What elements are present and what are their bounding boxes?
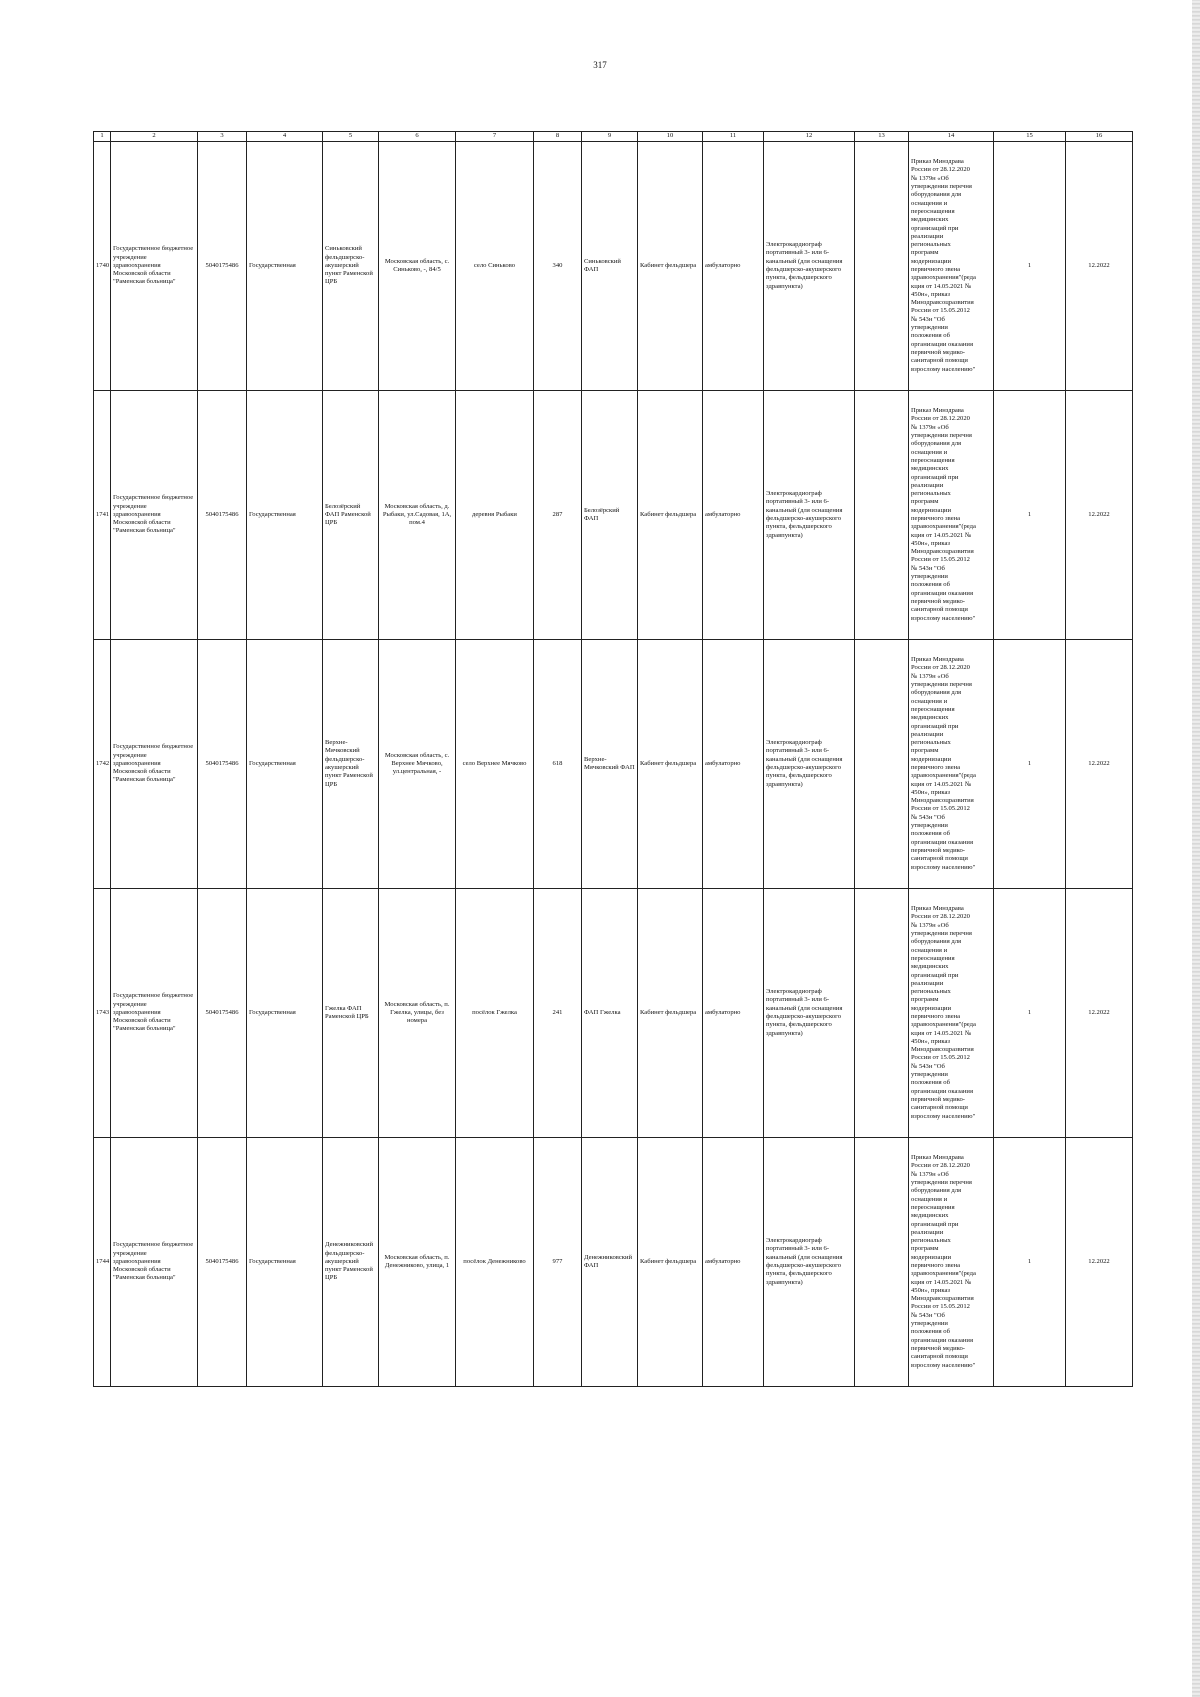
legal-basis-line: взрослому населению": [911, 1112, 976, 1120]
legal-basis-line: организации оказания: [911, 589, 973, 597]
legal-basis-line: оснащения и: [911, 946, 948, 954]
organization-cell: Государственное бюджетное учреждение здравоохранения Московской области "Раменская больница": [111, 640, 198, 889]
population-cell: 241: [534, 889, 582, 1138]
legal-basis-line: программ: [911, 747, 939, 755]
equipment-cell: Электрокардиограф портативный 3- или 6-канальный (для оснащения фельдшерско-акушерского пункта, фельдшерского здравпункта): [764, 1138, 855, 1387]
legal-basis-line: первичной медико-: [911, 597, 965, 605]
table-row: [94, 391, 1133, 640]
row-number-cell: 1741: [94, 391, 111, 640]
empty-cell: [855, 391, 909, 640]
legal-basis-line: оборудования для: [911, 938, 962, 946]
empty-cell: [855, 889, 909, 1138]
legal-basis-line: программ: [911, 1245, 939, 1253]
legal-basis-line: организации оказания: [911, 340, 973, 348]
legal-basis-line: реализации: [911, 481, 944, 489]
legal-basis-line: Приказ Минздрава: [911, 158, 964, 166]
column-header: 14: [909, 132, 994, 142]
column-header: 3: [198, 132, 247, 142]
column-header: 4: [247, 132, 323, 142]
legal-basis-line: утверждении перечня: [911, 432, 972, 440]
legal-basis-line: утверждении перечня: [911, 930, 972, 938]
legal-basis-line: утверждении перечня: [911, 183, 972, 191]
legal-basis-line: России от 28.12.2020: [911, 1162, 970, 1170]
legal-basis-line: медицинских: [911, 963, 949, 971]
inn-cell: 5040175486: [198, 889, 247, 1138]
equipment-registry-table: [93, 131, 1133, 1387]
legal-basis-line: утверждении перечня: [911, 1179, 972, 1187]
legal-basis-line: модернизации: [911, 755, 952, 763]
legal-basis-line: взрослому населению": [911, 1361, 976, 1369]
legal-basis-line: переоснащения: [911, 207, 955, 215]
address-cell: Московская область, п. Денежниково, улица, 1: [379, 1138, 456, 1387]
legal-basis-line: России от 15.05.2012: [911, 307, 970, 315]
equipment-cell: Электрокардиограф портативный 3- или 6-канальный (для оснащения фельдшерско-акушерского пункта, фельдшерского здравпункта): [764, 889, 855, 1138]
legal-basis-line: региональных: [911, 241, 951, 249]
legal-basis-line: Приказ Минздрава: [911, 656, 964, 664]
legal-basis-line: России от 28.12.2020: [911, 913, 970, 921]
legal-basis-line: Минздравсоцразвития: [911, 1046, 974, 1054]
fap-name-cell: Синьковский ФАП: [582, 142, 638, 391]
inn-cell: 5040175486: [198, 640, 247, 889]
legal-basis-line: организации оказания: [911, 1336, 973, 1344]
quantity-cell: 1: [994, 640, 1066, 889]
legal-basis-line: первичного звена: [911, 764, 961, 771]
legal-basis-line: реализации: [911, 979, 944, 987]
legal-basis-line: первичного звена: [911, 515, 961, 522]
legal-basis-line: утверждении: [911, 822, 948, 830]
legal-basis-line: № 1379н «Об: [911, 174, 949, 182]
legal-basis-line: России от 15.05.2012: [911, 1054, 970, 1062]
legal-basis-line: медицинских: [911, 216, 949, 224]
population-cell: 977: [534, 1138, 582, 1387]
cabinet-cell: Кабинет фельдшера: [638, 391, 703, 640]
cabinet-cell: Кабинет фельдшера: [638, 142, 703, 391]
settlement-cell: посёлок Денежниково: [456, 1138, 534, 1387]
legal-basis-line: положения об: [911, 332, 950, 340]
legal-basis-line: утверждении: [911, 573, 948, 581]
quantity-cell: 1: [994, 1138, 1066, 1387]
date-cell: 12.2022: [1066, 142, 1133, 391]
legal-basis-line: санитарной помощи: [911, 1104, 968, 1112]
legal-basis-cell: [909, 391, 994, 640]
scan-edge: [1192, 0, 1200, 1697]
legal-basis-line: Минздравсоцразвития: [911, 797, 974, 805]
row-number-cell: 1744: [94, 1138, 111, 1387]
legal-basis-line: первичного звена: [911, 1013, 961, 1020]
legal-basis-line: медицинских: [911, 465, 949, 473]
legal-basis-line: первичной медико-: [911, 846, 965, 854]
column-numbers-row: [94, 132, 1133, 142]
table-row: [94, 640, 1133, 889]
column-header: 1: [94, 132, 111, 142]
legal-basis-line: утверждении: [911, 324, 948, 332]
empty-cell: [855, 142, 909, 391]
legal-basis-line: № 543н "Об: [911, 564, 945, 572]
legal-basis-line: России от 15.05.2012: [911, 556, 970, 564]
date-cell: 12.2022: [1066, 640, 1133, 889]
legal-basis-line: первичной медико-: [911, 348, 965, 356]
ownership-cell: Государственная: [247, 142, 323, 391]
legal-basis-line: модернизации: [911, 257, 952, 265]
legal-basis-line: здравоохранения"(реда: [911, 772, 976, 780]
legal-basis-line: Приказ Минздрава: [911, 407, 964, 415]
legal-basis-line: здравоохранения"(реда: [911, 523, 976, 531]
legal-basis-line: кция от 14.05.2021 №: [911, 282, 972, 290]
legal-basis-line: переоснащения: [911, 705, 955, 713]
legal-basis-line: первичного звена: [911, 1262, 961, 1269]
legal-basis-line: региональных: [911, 1237, 951, 1245]
legal-basis-line: России от 28.12.2020: [911, 664, 970, 672]
legal-basis-line: модернизации: [911, 1253, 952, 1261]
structural-unit-cell: Гжелка ФАП Раменской ЦРБ: [323, 889, 379, 1138]
legal-basis-line: оснащения и: [911, 1195, 948, 1203]
legal-basis-line: 450н», приказ: [911, 788, 951, 796]
column-header: 8: [534, 132, 582, 142]
equipment-cell: Электрокардиограф портативный 3- или 6-канальный (для оснащения фельдшерско-акушерского пункта, фельдшерского здравпункта): [764, 142, 855, 391]
legal-basis-line: России от 15.05.2012: [911, 1303, 970, 1311]
legal-basis-line: № 543н "Об: [911, 1062, 945, 1070]
legal-basis-line: здравоохранения"(реда: [911, 274, 976, 282]
care-type-cell: амбулаторно: [703, 889, 764, 1138]
cabinet-cell: Кабинет фельдшера: [638, 640, 703, 889]
legal-basis-line: реализации: [911, 1228, 944, 1236]
quantity-cell: 1: [994, 142, 1066, 391]
legal-basis-line: взрослому населению": [911, 863, 976, 871]
legal-basis-line: положения об: [911, 1328, 950, 1336]
date-cell: 12.2022: [1066, 889, 1133, 1138]
quantity-cell: 1: [994, 889, 1066, 1138]
legal-basis-line: оснащения и: [911, 199, 948, 207]
address-cell: Московская область, д. Рыбаки, ул.Садовая, 1А, пом.4: [379, 391, 456, 640]
legal-basis-line: организаций при: [911, 722, 959, 730]
table-row: [94, 889, 1133, 1138]
legal-basis-line: программ: [911, 249, 939, 257]
legal-basis-line: здравоохранения"(реда: [911, 1270, 976, 1278]
legal-basis-line: положения об: [911, 830, 950, 838]
structural-unit-cell: Верхне-Мячковский фельдшерско-акушерский пункт Раменской ЦРБ: [323, 640, 379, 889]
legal-basis-line: региональных: [911, 739, 951, 747]
fap-name-cell: Денежниковский ФАП: [582, 1138, 638, 1387]
legal-basis-line: России от 28.12.2020: [911, 415, 970, 423]
legal-basis-line: взрослому населению": [911, 614, 976, 622]
column-header: 6: [379, 132, 456, 142]
legal-basis-line: положения об: [911, 1079, 950, 1087]
legal-basis-line: 450н», приказ: [911, 290, 951, 298]
legal-basis-line: переоснащения: [911, 1203, 955, 1211]
legal-basis-line: организаций при: [911, 224, 959, 232]
population-cell: 340: [534, 142, 582, 391]
column-header: 11: [703, 132, 764, 142]
column-header: 16: [1066, 132, 1133, 142]
settlement-cell: посёлок Гжелка: [456, 889, 534, 1138]
column-header: 10: [638, 132, 703, 142]
care-type-cell: амбулаторно: [703, 391, 764, 640]
settlement-cell: деревня Рыбаки: [456, 391, 534, 640]
row-number-cell: 1740: [94, 142, 111, 391]
legal-basis-line: 450н», приказ: [911, 1286, 951, 1294]
legal-basis-line: № 1379н «Об: [911, 1170, 949, 1178]
population-cell: 287: [534, 391, 582, 640]
legal-basis-line: № 1379н «Об: [911, 423, 949, 431]
inn-cell: 5040175486: [198, 391, 247, 640]
population-cell: 618: [534, 640, 582, 889]
inn-cell: 5040175486: [198, 142, 247, 391]
date-cell: 12.2022: [1066, 1138, 1133, 1387]
address-cell: Московская область, п. Гжелка, улицы, без номера: [379, 889, 456, 1138]
legal-basis-line: № 543н "Об: [911, 1311, 945, 1319]
legal-basis-line: оснащения и: [911, 448, 948, 456]
legal-basis-line: организаций при: [911, 1220, 959, 1228]
legal-basis-line: модернизации: [911, 1004, 952, 1012]
legal-basis-line: утверждении: [911, 1071, 948, 1079]
legal-basis-line: № 543н "Об: [911, 315, 945, 323]
legal-basis-line: 450н», приказ: [911, 1037, 951, 1045]
legal-basis-line: оборудования для: [911, 191, 962, 199]
legal-basis-cell: [909, 1138, 994, 1387]
legal-basis-line: санитарной помощи: [911, 357, 968, 365]
legal-basis-line: Минздравсоцразвития: [911, 1295, 974, 1303]
legal-basis-line: организации оказания: [911, 838, 973, 846]
column-header: 15: [994, 132, 1066, 142]
structural-unit-cell: Денежниковский фельдшерско-акушерский пункт Раменской ЦРБ: [323, 1138, 379, 1387]
legal-basis-line: реализации: [911, 730, 944, 738]
empty-cell: [855, 1138, 909, 1387]
organization-cell: Государственное бюджетное учреждение здравоохранения Московской области "Раменская больница": [111, 1138, 198, 1387]
row-number-cell: 1742: [94, 640, 111, 889]
organization-cell: Государственное бюджетное учреждение здравоохранения Московской области "Раменская больница": [111, 142, 198, 391]
fap-name-cell: Верхне-Мячковский ФАП: [582, 640, 638, 889]
legal-basis-line: утверждении перечня: [911, 681, 972, 689]
organization-cell: Государственное бюджетное учреждение здравоохранения Московской области "Раменская больница": [111, 391, 198, 640]
legal-basis-line: первичного звена: [911, 266, 961, 273]
legal-basis-line: программ: [911, 996, 939, 1004]
legal-basis-line: первичной медико-: [911, 1344, 965, 1352]
legal-basis-line: Минздравсоцразвития: [911, 548, 974, 556]
legal-basis-line: № 1379н «Об: [911, 921, 949, 929]
legal-basis-line: положения об: [911, 581, 950, 589]
care-type-cell: амбулаторно: [703, 640, 764, 889]
column-header: 13: [855, 132, 909, 142]
legal-basis-line: Минздравсоцразвития: [911, 299, 974, 307]
legal-basis-line: № 1379н «Об: [911, 672, 949, 680]
date-cell: 12.2022: [1066, 391, 1133, 640]
structural-unit-cell: Белозёрский ФАП Раменской ЦРБ: [323, 391, 379, 640]
legal-basis-cell: [909, 142, 994, 391]
legal-basis-line: переоснащения: [911, 954, 955, 962]
legal-basis-line: взрослому населению": [911, 365, 976, 373]
structural-unit-cell: Синьковский фельдшерско-акушерский пункт Раменской ЦРБ: [323, 142, 379, 391]
legal-basis-line: России от 15.05.2012: [911, 805, 970, 813]
legal-basis-cell: [909, 889, 994, 1138]
ownership-cell: Государственная: [247, 889, 323, 1138]
column-header: 2: [111, 132, 198, 142]
cabinet-cell: Кабинет фельдшера: [638, 889, 703, 1138]
quantity-cell: 1: [994, 391, 1066, 640]
legal-basis-line: санитарной помощи: [911, 1353, 968, 1361]
legal-basis-line: организаций при: [911, 971, 959, 979]
legal-basis-line: оборудования для: [911, 440, 962, 448]
legal-basis-line: кция от 14.05.2021 №: [911, 780, 972, 788]
organization-cell: Государственное бюджетное учреждение здравоохранения Московской области "Раменская больница": [111, 889, 198, 1138]
legal-basis-line: модернизации: [911, 506, 952, 514]
page-number: 317: [593, 60, 607, 70]
legal-basis-line: организации оказания: [911, 1087, 973, 1095]
column-header: 9: [582, 132, 638, 142]
equipment-cell: Электрокардиограф портативный 3- или 6-канальный (для оснащения фельдшерско-акушерского пункта, фельдшерского здравпункта): [764, 640, 855, 889]
equipment-cell: Электрокардиограф портативный 3- или 6-канальный (для оснащения фельдшерско-акушерского пункта, фельдшерского здравпункта): [764, 391, 855, 640]
legal-basis-line: кция от 14.05.2021 №: [911, 1278, 972, 1286]
legal-basis-line: медицинских: [911, 714, 949, 722]
ownership-cell: Государственная: [247, 391, 323, 640]
legal-basis-line: переоснащения: [911, 456, 955, 464]
legal-basis-line: санитарной помощи: [911, 855, 968, 863]
legal-basis-line: организаций при: [911, 473, 959, 481]
table-row: [94, 1138, 1133, 1387]
legal-basis-line: санитарной помощи: [911, 606, 968, 614]
legal-basis-line: оборудования для: [911, 1187, 962, 1195]
legal-basis-line: кция от 14.05.2021 №: [911, 1029, 972, 1037]
legal-basis-line: 450н», приказ: [911, 539, 951, 547]
legal-basis-line: региональных: [911, 988, 951, 996]
legal-basis-line: оснащения и: [911, 697, 948, 705]
care-type-cell: амбулаторно: [703, 1138, 764, 1387]
column-header: 5: [323, 132, 379, 142]
settlement-cell: село Верхнее Мячково: [456, 640, 534, 889]
legal-basis-line: реализации: [911, 232, 944, 240]
legal-basis-line: России от 28.12.2020: [911, 166, 970, 174]
legal-basis-line: здравоохранения"(реда: [911, 1021, 976, 1029]
legal-basis-line: первичной медико-: [911, 1095, 965, 1103]
ownership-cell: Государственная: [247, 1138, 323, 1387]
legal-basis-line: Приказ Минздрава: [911, 1154, 964, 1162]
settlement-cell: село Синьково: [456, 142, 534, 391]
legal-basis-line: оборудования для: [911, 689, 962, 697]
column-header: 12: [764, 132, 855, 142]
legal-basis-line: утверждении: [911, 1320, 948, 1328]
ownership-cell: Государственная: [247, 640, 323, 889]
inn-cell: 5040175486: [198, 1138, 247, 1387]
legal-basis-cell: [909, 640, 994, 889]
legal-basis-line: медицинских: [911, 1212, 949, 1220]
legal-basis-line: № 543н "Об: [911, 813, 945, 821]
cabinet-cell: Кабинет фельдшера: [638, 1138, 703, 1387]
care-type-cell: амбулаторно: [703, 142, 764, 391]
legal-basis-line: кция от 14.05.2021 №: [911, 531, 972, 539]
fap-name-cell: Белозёрский ФАП: [582, 391, 638, 640]
fap-name-cell: ФАП Гжелка: [582, 889, 638, 1138]
legal-basis-line: Приказ Минздрава: [911, 905, 964, 913]
legal-basis-line: программ: [911, 498, 939, 506]
empty-cell: [855, 640, 909, 889]
address-cell: Московская область, с. Верхнее Мячково, ул.центральная, -: [379, 640, 456, 889]
legal-basis-line: региональных: [911, 490, 951, 498]
table-row: [94, 142, 1133, 391]
column-header: 7: [456, 132, 534, 142]
address-cell: Московская область, с. Синьково, -, 84/5: [379, 142, 456, 391]
row-number-cell: 1743: [94, 889, 111, 1138]
